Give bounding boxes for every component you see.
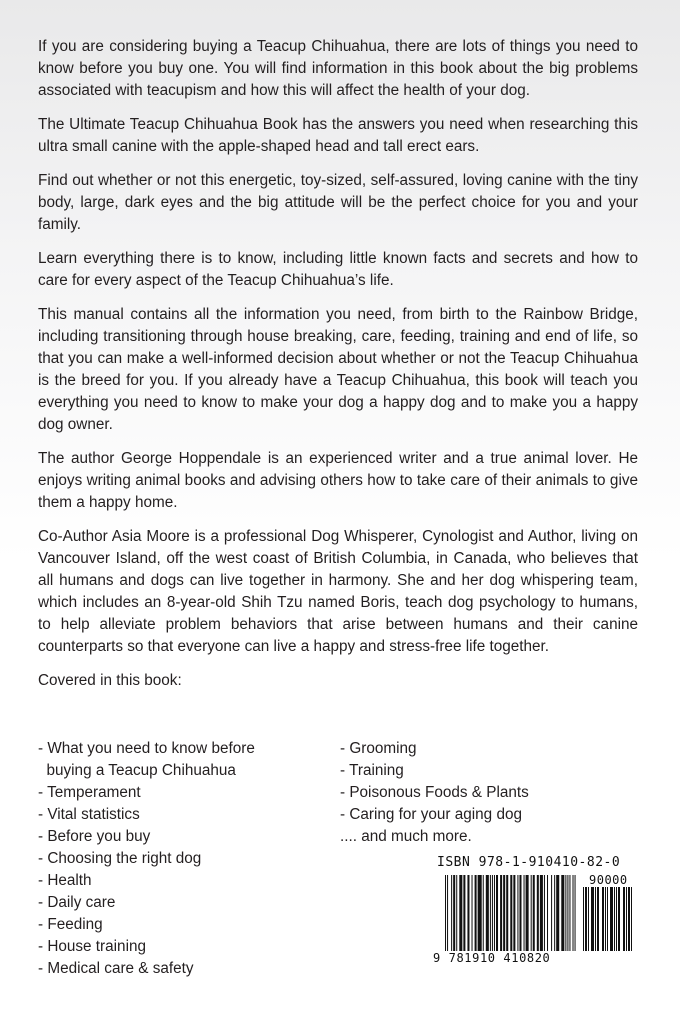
covered-title: Covered in this book: <box>38 672 182 689</box>
barcode-bar <box>475 875 477 951</box>
barcode-bar <box>610 887 613 951</box>
barcode-bar <box>591 887 594 951</box>
paragraph-find-out: Find out whether or not this energetic, toy-sized, self-assured, loving canine with the tiny body, large, dark eyes and the big attitude will be the perfect choice for you and your family. <box>38 172 638 233</box>
list-item: - Training <box>340 762 404 779</box>
barcode-bar <box>513 875 515 951</box>
barcode-bar <box>631 887 632 951</box>
paragraph-author: The author George Hoppendale is an experienced writer and a true animal lover. He enjoys writing animal books and advising others how to take care of their animals to give them a happy home. <box>38 450 638 511</box>
barcode-bar <box>500 875 502 951</box>
barcode-bar <box>533 875 535 951</box>
list-item: - Poisonous Foods & Plants <box>340 784 529 801</box>
list-item: - Medical care & safety <box>38 960 194 977</box>
list-item: - Before you buy <box>38 828 151 845</box>
barcode-bar <box>565 875 566 951</box>
list-item: - Feeding <box>38 916 103 933</box>
barcode-bar <box>595 887 596 951</box>
barcode-bar <box>605 887 606 951</box>
barcode-bar <box>585 887 587 951</box>
barcode-bar <box>567 875 568 951</box>
barcode-bar <box>602 887 604 951</box>
barcode-bar <box>575 875 576 951</box>
list-item: - House training <box>38 938 146 955</box>
barcode-bar <box>569 875 570 951</box>
barcode-bar <box>561 875 564 951</box>
covered-list-left <box>38 738 338 980</box>
barcode-bar <box>490 875 491 951</box>
barcode-bar <box>551 875 552 951</box>
barcode-bar <box>510 875 512 951</box>
barcode-bar <box>463 875 465 951</box>
barcode-bar <box>583 887 584 951</box>
price-code: 90000 <box>589 873 628 887</box>
barcode-bar <box>506 875 508 951</box>
list-item: - Choosing the right dog <box>38 850 202 867</box>
list-item: .... and much more. <box>340 828 472 845</box>
barcode-bar <box>483 875 484 951</box>
paragraph-intro: If you are considering buying a Teacup Chihuahua, there are lots of things you need to know before you buy one. You will find information in this book about the big problems associated with teacupism and how this will affect the health of your dog. <box>38 38 638 99</box>
barcode-bar <box>597 887 599 951</box>
barcode-bar <box>614 887 615 951</box>
barcode-bar <box>519 875 521 951</box>
isbn-number: ISBN 978-1-910410-82-0 <box>437 855 621 870</box>
barcode-bar <box>607 887 608 951</box>
barcode-bar <box>588 887 589 951</box>
barcode-bar <box>540 875 543 951</box>
barcode-bar <box>616 887 617 951</box>
barcode-bar <box>554 875 555 951</box>
barcode-bar <box>494 875 495 951</box>
paragraph-learn: Learn everything there is to know, including little known facts and secrets and how to care for every aspect of the Teacup Chihuahua’s life. <box>38 250 638 289</box>
barcode-bar <box>467 875 469 951</box>
ean-digits: 9 781910 410820 <box>433 951 551 965</box>
barcode-bar <box>447 875 448 951</box>
barcode-bar <box>445 875 446 951</box>
barcode-bar <box>453 875 455 951</box>
barcode-bar <box>451 875 452 951</box>
barcode-bar <box>496 875 498 951</box>
barcode-bar <box>486 875 489 951</box>
list-item: - Caring for your aging dog <box>340 806 522 823</box>
barcode-bar <box>628 887 630 951</box>
barcode-bar <box>492 875 493 951</box>
barcode-bar <box>623 887 625 951</box>
barcode-bar <box>531 875 532 951</box>
list-item: - Daily care <box>38 894 116 911</box>
isbn-barcode <box>418 848 646 974</box>
list-item: - Health <box>38 872 92 889</box>
barcode-bar <box>524 875 525 951</box>
covered-list-right <box>340 738 640 848</box>
barcode-bar <box>618 887 620 951</box>
barcode-bar <box>626 887 627 951</box>
barcode-bar <box>537 875 539 951</box>
barcode-bar <box>472 875 473 951</box>
paragraph-co-author: Co-Author Asia Moore is a professional Dog Whisperer, Cynologist and Author, living on Vancouver Island, off the west coast of British Columbia, in Canada, who believes that all humans and dogs can live together in harmony. She and her dog whispering team, which includes an 8-year-old Shih Tzu named Boris, teach dog psychology to humans, to help alleviate problem behaviors that arise between humans and their canine counterparts so that everyone can live a happy and stress-free life together. <box>38 528 638 655</box>
ean-bars <box>445 875 577 951</box>
barcode-bar <box>544 875 545 951</box>
back-cover-text <box>38 36 638 692</box>
barcode-bar <box>547 875 548 951</box>
paragraph-answers: The Ultimate Teacup Chihuahua Book has the answers you need when researching this ultra small canine with the apple-shaped head and tall erect ears. <box>38 116 638 155</box>
barcode-bar <box>517 875 518 951</box>
barcode-bar <box>478 875 482 951</box>
list-item: - Grooming <box>340 740 417 757</box>
barcode-bar <box>556 875 559 951</box>
list-item: - Vital statistics <box>38 806 140 823</box>
list-item: - What you need to know before <box>38 740 255 757</box>
paragraph-manual: This manual contains all the information you need, from birth to the Rainbow Bridge, including transitioning through house breaking, care, feeding, training and end of life, so that you can make a well-informed decision about whether or not the Teacup Chihuahua is the breed for you. If you already have a Teacup Chihuahua, this book will teach you everything you need to know to make your dog a happy dog and to make you a happy dog owner. <box>38 306 638 433</box>
list-item: - Temperament <box>38 784 141 801</box>
addon-bars <box>583 887 635 951</box>
list-item: buying a Teacup Chihuahua <box>38 762 236 779</box>
barcode-bar <box>456 875 457 951</box>
barcode-bar <box>526 875 529 951</box>
barcode-bar <box>573 875 574 951</box>
barcode-bar <box>459 875 462 951</box>
barcode-bar <box>503 875 505 951</box>
